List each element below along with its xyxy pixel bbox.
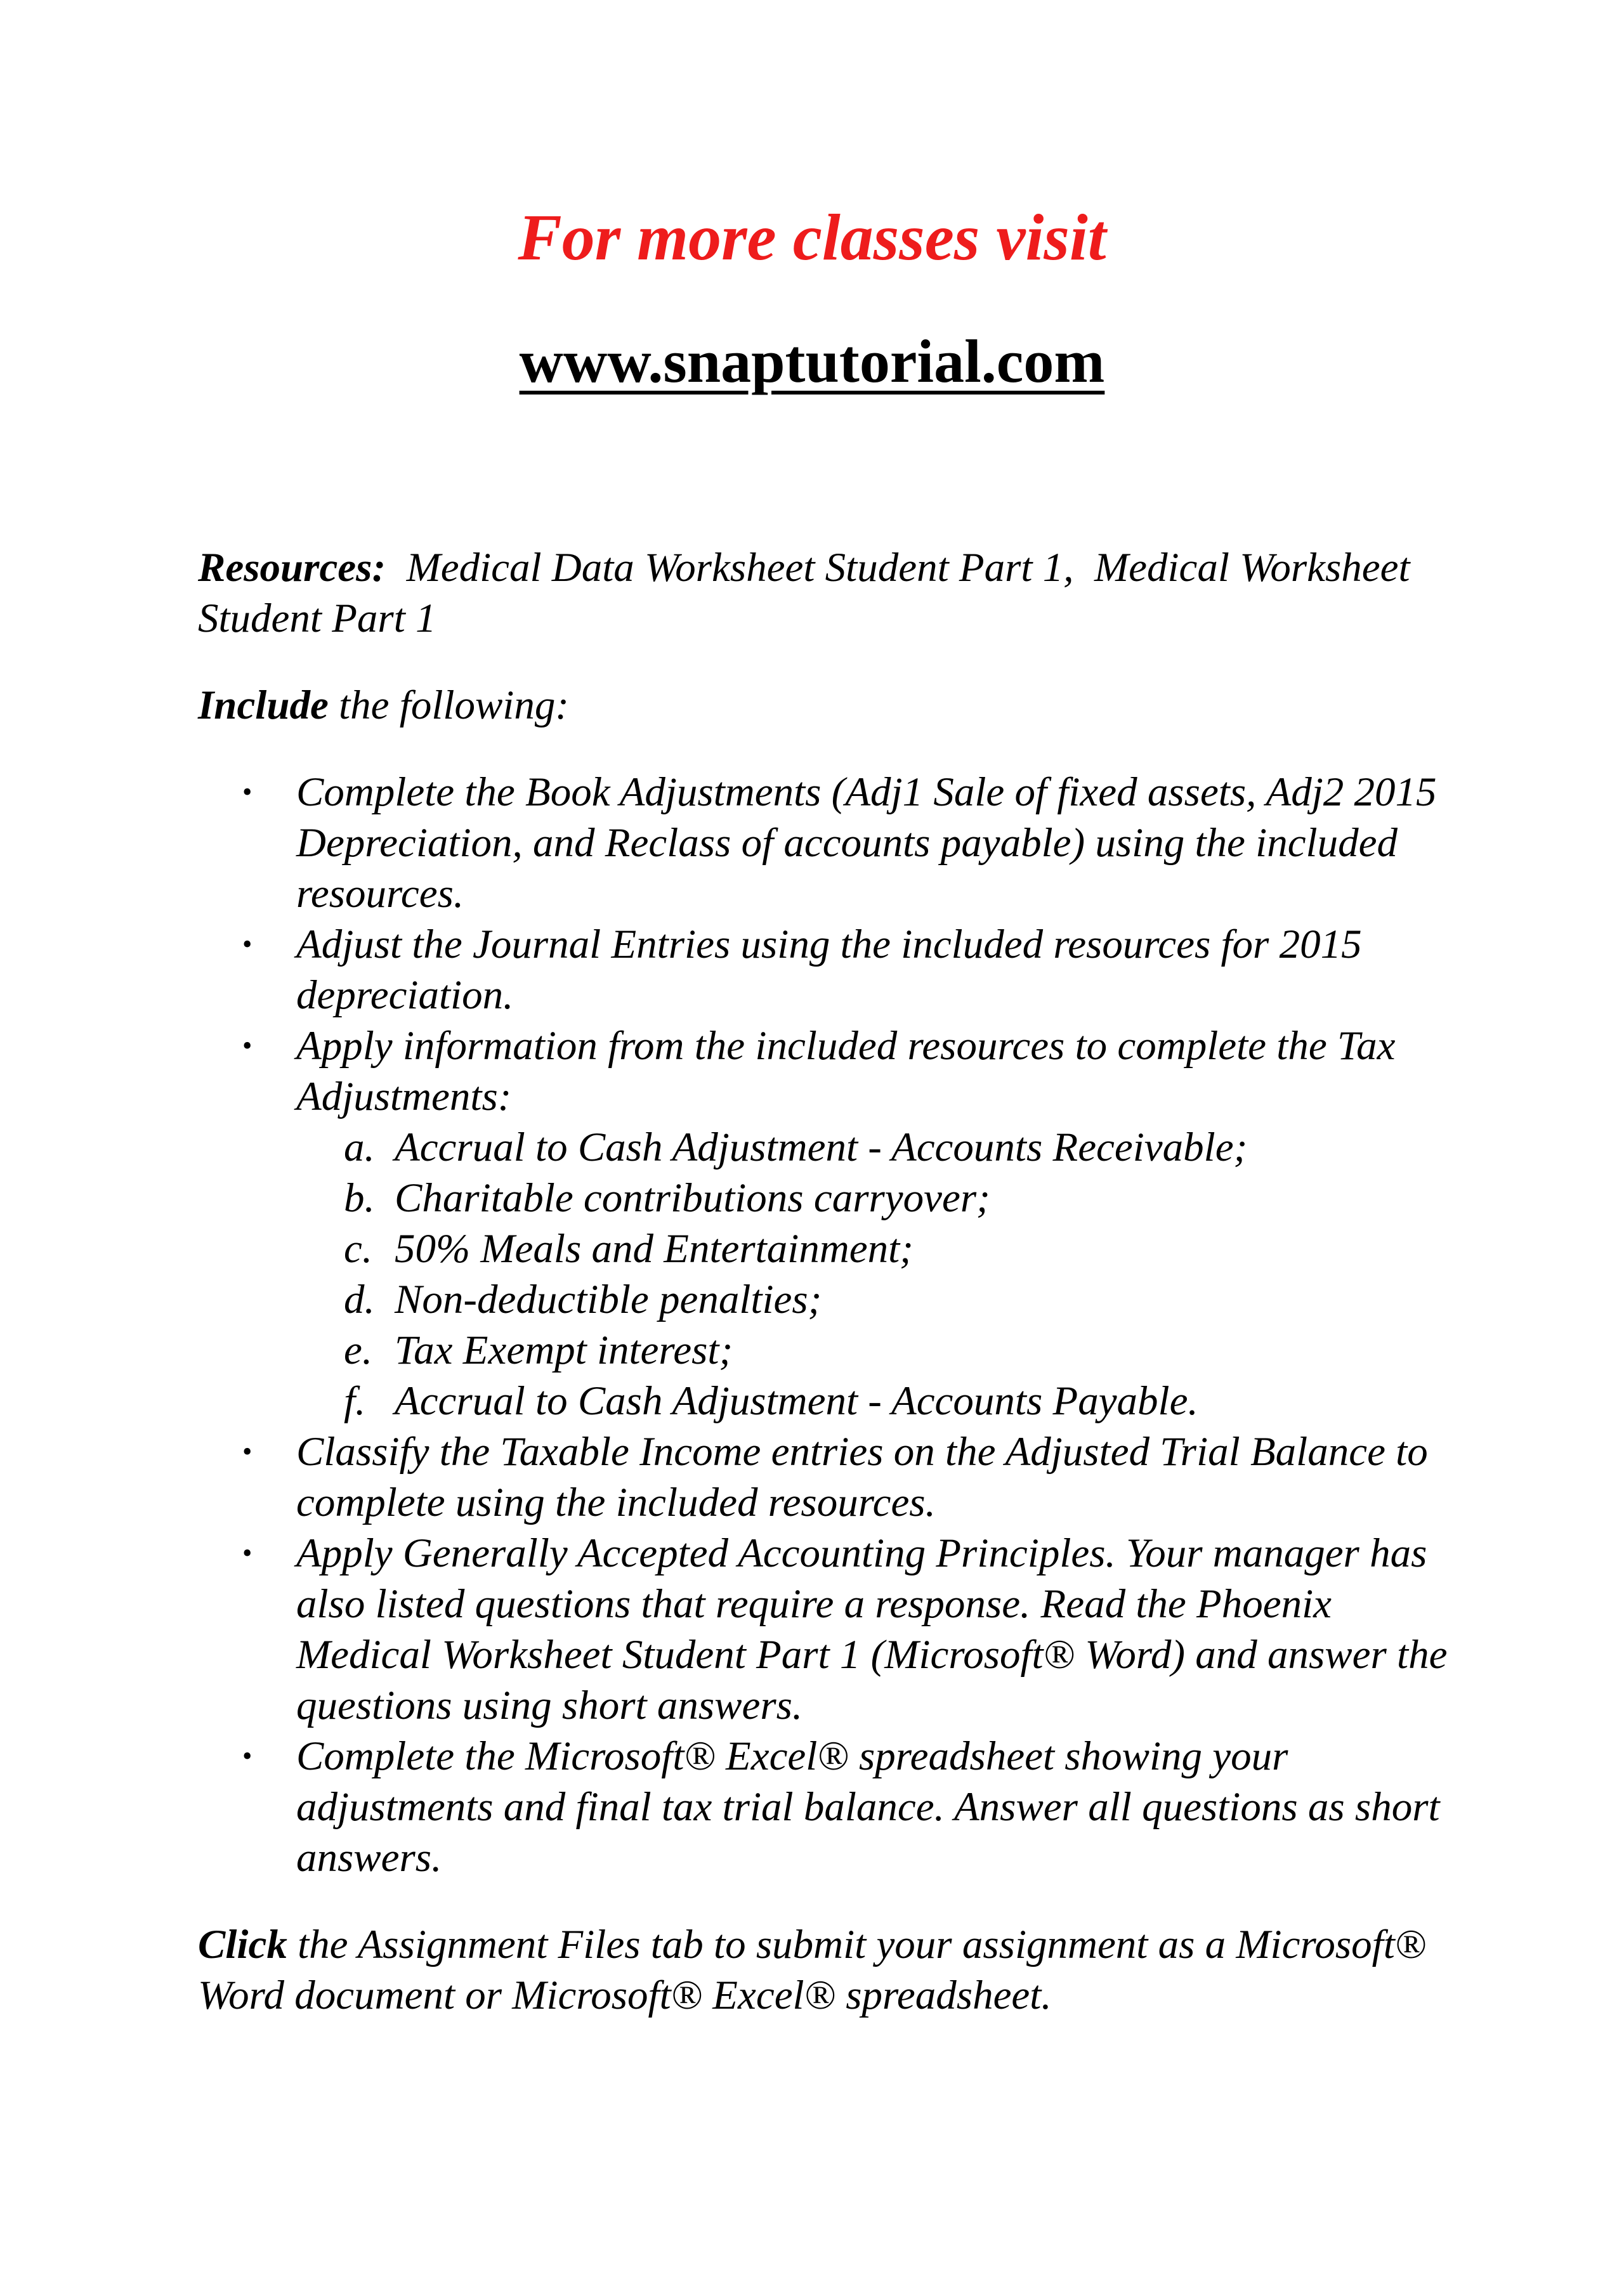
list-item <box>198 1021 1467 1426</box>
sub-item-letter: a. <box>344 1125 375 1170</box>
list-item <box>198 1528 1467 1731</box>
sub-item-text: Charitable contributions carryover; <box>395 1175 990 1221</box>
list-item-text: Complete the Microsoft® Excel® spreadsheet showing your adjustments and final tax trial balance. Answer all questions as short answers. <box>296 1733 1440 1881</box>
website-link[interactable]: www.snaptutorial.com <box>519 327 1105 395</box>
include-text: the following: <box>328 682 570 728</box>
submit-instructions-paragraph <box>198 1919 1467 2021</box>
list-item-text: Apply information from the included resources to complete the Tax Adjustments: <box>296 1023 1396 1119</box>
sub-item-letter: b. <box>344 1175 375 1221</box>
sub-list-item <box>296 1223 1467 1274</box>
tax-adjustments-list <box>296 1122 1467 1426</box>
sub-item-text: Tax Exempt interest; <box>395 1327 733 1373</box>
list-item-text: Complete the Book Adjustments (Adj1 Sale of fixed assets, Adj2 2015 Depreciation, and Reclass of accounts payable) using the included resources. <box>296 769 1437 916</box>
list-item <box>198 1731 1467 1883</box>
list-item <box>198 1426 1467 1528</box>
resources-text: Medical Data Worksheet Student Part 1, Medical Worksheet Student Part 1 <box>198 545 1420 641</box>
sub-item-text: Non-deductible penalties; <box>395 1277 822 1322</box>
sub-item-text: Accrual to Cash Adjustment - Accounts Receivable; <box>395 1125 1248 1170</box>
header-title: For more classes visit <box>518 201 1106 274</box>
requirements-list <box>198 767 1467 1883</box>
sub-list-item <box>296 1376 1467 1426</box>
include-label: Include <box>198 682 329 728</box>
sub-list-item <box>296 1325 1467 1376</box>
list-item <box>198 919 1467 1021</box>
document-body <box>198 542 1467 2021</box>
click-text: the Assignment Files tab to submit your assignment as a Microsoft® Word document or Microsoft® Excel® spreadsheet. <box>198 1922 1437 2018</box>
resources-paragraph <box>198 542 1467 644</box>
sub-list-item <box>296 1173 1467 1223</box>
sub-list-item <box>296 1274 1467 1325</box>
list-item-text: Apply Generally Accepted Accounting Principles. Your manager has also listed questions that require a response. Read the Phoenix Medical Worksheet Student Part 1 (Microsoft® Word) and answer the questions using short answers. <box>296 1530 1448 1728</box>
resources-label: Resources: <box>198 545 386 590</box>
sub-item-letter: f. <box>344 1378 366 1424</box>
include-paragraph <box>198 680 1467 731</box>
list-item-text: Classify the Taxable Income entries on the Adjusted Trial Balance to complete using the included resources. <box>296 1429 1428 1525</box>
website-link-line <box>0 323 1624 400</box>
click-label: Click <box>198 1922 287 1967</box>
sub-item-letter: d. <box>344 1277 375 1322</box>
sub-item-letter: e. <box>344 1327 373 1373</box>
sub-list-item <box>296 1122 1467 1173</box>
list-item-text: Adjust the Journal Entries using the included resources for 2015 depreciation. <box>296 922 1362 1018</box>
sub-item-text: 50% Meals and Entertainment; <box>395 1226 914 1272</box>
list-item <box>198 767 1467 919</box>
sub-item-letter: c. <box>344 1226 373 1272</box>
sub-item-text: Accrual to Cash Adjustment - Accounts Payable. <box>395 1378 1198 1424</box>
